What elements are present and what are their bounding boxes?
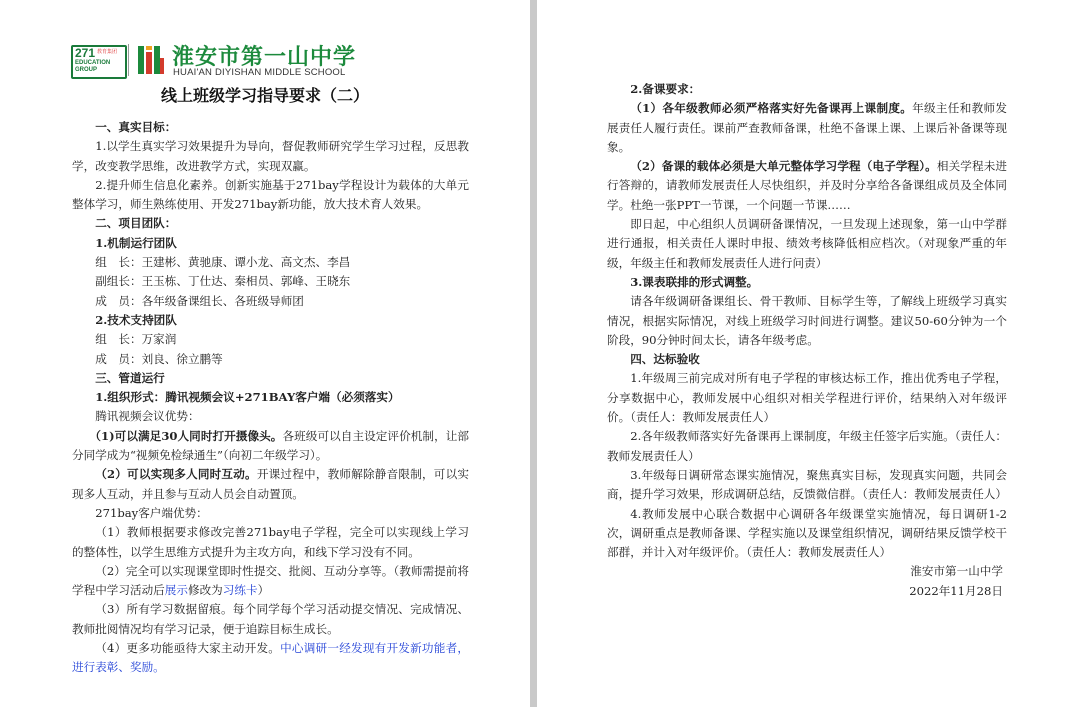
school-emblem-icon bbox=[136, 44, 166, 76]
paragraph: 3.年级每日调研常态课实施情况，聚焦真实目标，发现真实问题，共同会商，提升学习效果，形成调研总结，反馈微信群。（责任人：教师发展责任人） bbox=[607, 467, 1007, 502]
paragraph: 腾讯视频会议优势： bbox=[95, 409, 200, 424]
subsection-heading: 1.机制运行团队 bbox=[95, 235, 177, 250]
team-line: 成 员：各年级备课组长、各班级导师团 bbox=[95, 293, 304, 308]
signature-school: 淮安市第一山中学 bbox=[910, 564, 1003, 579]
signature-date: 2022年11月28日 bbox=[909, 583, 1003, 598]
team-line: 成 员：刘良、徐立鹏等 bbox=[95, 351, 223, 366]
school-name-cn: 淮安市第一山中学 bbox=[172, 45, 357, 70]
team-line: 组 长：王建彬、黄驰康、谭小龙、高文杰、李昌 bbox=[95, 255, 351, 270]
paragraph: 4.教师发展中心联合数据中心调研各年级课堂实施情况，每日调研1-2次，调研重点是教师备课、学程实施以及课堂组织情况，调研结果反馈学校干部群，并计入对年级评价。（责任人：教师发展责任人） bbox=[607, 506, 1007, 560]
paragraph: （2）完全可以实现课堂即时性提交、批阅、互动分享等。（教师需提前将学程中学习活动后展示修改为习练卡） bbox=[72, 563, 469, 598]
271-education-group-logo: 271 教育集团 EDUCATION GROUP bbox=[71, 45, 127, 79]
subsection-heading: 2.技术支持团队 bbox=[95, 312, 177, 327]
document-page-left bbox=[0, 0, 530, 707]
section-heading-goals: 一、真实目标： bbox=[95, 120, 177, 134]
paragraph: 2.提升师生信息化素养。创新实施基于271bay学程设计为载体的大单元整体学习，师生熟练使用、开发271bay新功能，放大技术育人效果。 bbox=[72, 177, 469, 212]
paragraph: 1.年级周三前完成对所有电子学程的审核达标工作，推出优秀电子学程，分享数据中心，教师发展中心组织对相关学程进行评价，结果纳入对年级评价。（责任人：教师发展责任人） bbox=[607, 371, 1007, 425]
section-heading-operation: 三、管道运行 bbox=[95, 370, 165, 385]
school-name-en: HUAI'AN DIYISHAN MIDDLE SCHOOL bbox=[173, 67, 346, 78]
paragraph: 即日起，中心组织人员调研备课情况，一旦发现上述现象，第一山中学群进行通报，相关责任人课时申报、绩效考核降低相应档次。（对现象严重的年级，年级主任和教师发展责任人进行问责） bbox=[607, 217, 1007, 270]
paragraph: （1）教师根据要求修改完善271bay电子学程，完全可以实现线上学习的整体性，以学生思维方式提升为主攻方向，和线下学习没有不同。 bbox=[72, 525, 469, 559]
team-line: 副组长：王玉栋、丁仕达、秦相员、郭峰、王晓东 bbox=[95, 274, 351, 289]
paragraph: （1)可以满足30人同时打开摄像头。各班级可以自主设定评价机制，让部分同学成为“视频免检绿通生”（向初二年级学习）。 bbox=[72, 428, 469, 463]
paragraph: 1.以学生真实学习效果提升为导向，督促教师研究学生学习过程，反思教学，改变教学思维，改进教学方式，实现双赢。 bbox=[72, 139, 469, 173]
paragraph: （2）备课的载体必须是大单元整体学习学程（电子学程）。相关学程未进行答辩的，请教师发展责任人尽快组织，并及时分享给各备课组成员及全体同学。杜绝一张PPT一节课，一个问题一节课…… bbox=[607, 159, 1007, 212]
left-page-body bbox=[72, 118, 469, 678]
paragraph: 请各年级调研备课组长、骨干教师、目标学生等，了解线上班级学习真实情况，根据实际情况，对线上班级学习时间进行调整。建议50-60分钟为一个阶段，90分钟时间太长，请各年级考虑。 bbox=[607, 294, 1007, 347]
paragraph: （1）各年级教师必须严格落实好先备课再上课制度。年级主任和教师发展责任人履行责任。课前严查教师备课，杜绝不备课上课、上课后补备课等现象。 bbox=[607, 101, 1007, 154]
paragraph: 271bay客户端优势： bbox=[95, 505, 208, 520]
subsection-heading: 3.课表联排的形式调整。 bbox=[630, 274, 759, 289]
subsection-heading: 1.组织形式：腾讯视频会议+271BAY客户端（必须落实） bbox=[95, 390, 400, 405]
paragraph: 2.各年级教师落实好先备课再上课制度，年级主任签字后实施。（责任人：教师发展责任人） bbox=[607, 429, 1007, 463]
paragraph: （3）所有学习数据留痕。每个同学每个学习活动提交情况、完成情况、教师批阅情况均有学习记录，便于追踪目标生成长。 bbox=[72, 602, 469, 636]
link-practice-card[interactable]: 习练卡 bbox=[222, 583, 258, 598]
document-page-right bbox=[537, 0, 1065, 707]
logo-divider bbox=[128, 44, 129, 76]
highlighted-text: 中心调研一经发现有开发新功能者，进行表彰、奖励。 bbox=[72, 641, 469, 675]
section-heading-team: 二、项目团队： bbox=[95, 216, 177, 231]
section-heading-acceptance: 四、达标验收 bbox=[630, 352, 700, 367]
link-show[interactable]: 展示 bbox=[164, 583, 188, 598]
subsection-heading: 2.备课要求： bbox=[630, 82, 701, 96]
paragraph: （4）更多功能亟待大家主动开发。中心调研一经发现有开发新功能者，进行表彰、奖励。 bbox=[72, 641, 469, 675]
paragraph: （2）可以实现多人同时互动。开课过程中，教师解除静音限制，可以实现多人互动，并且参与互动人员会自动置顶。 bbox=[72, 467, 469, 501]
team-line: 组 长：万家润 bbox=[95, 332, 177, 347]
right-page-body bbox=[607, 80, 1007, 601]
document-title: 线上班级学习指导要求（二） bbox=[160, 86, 369, 105]
